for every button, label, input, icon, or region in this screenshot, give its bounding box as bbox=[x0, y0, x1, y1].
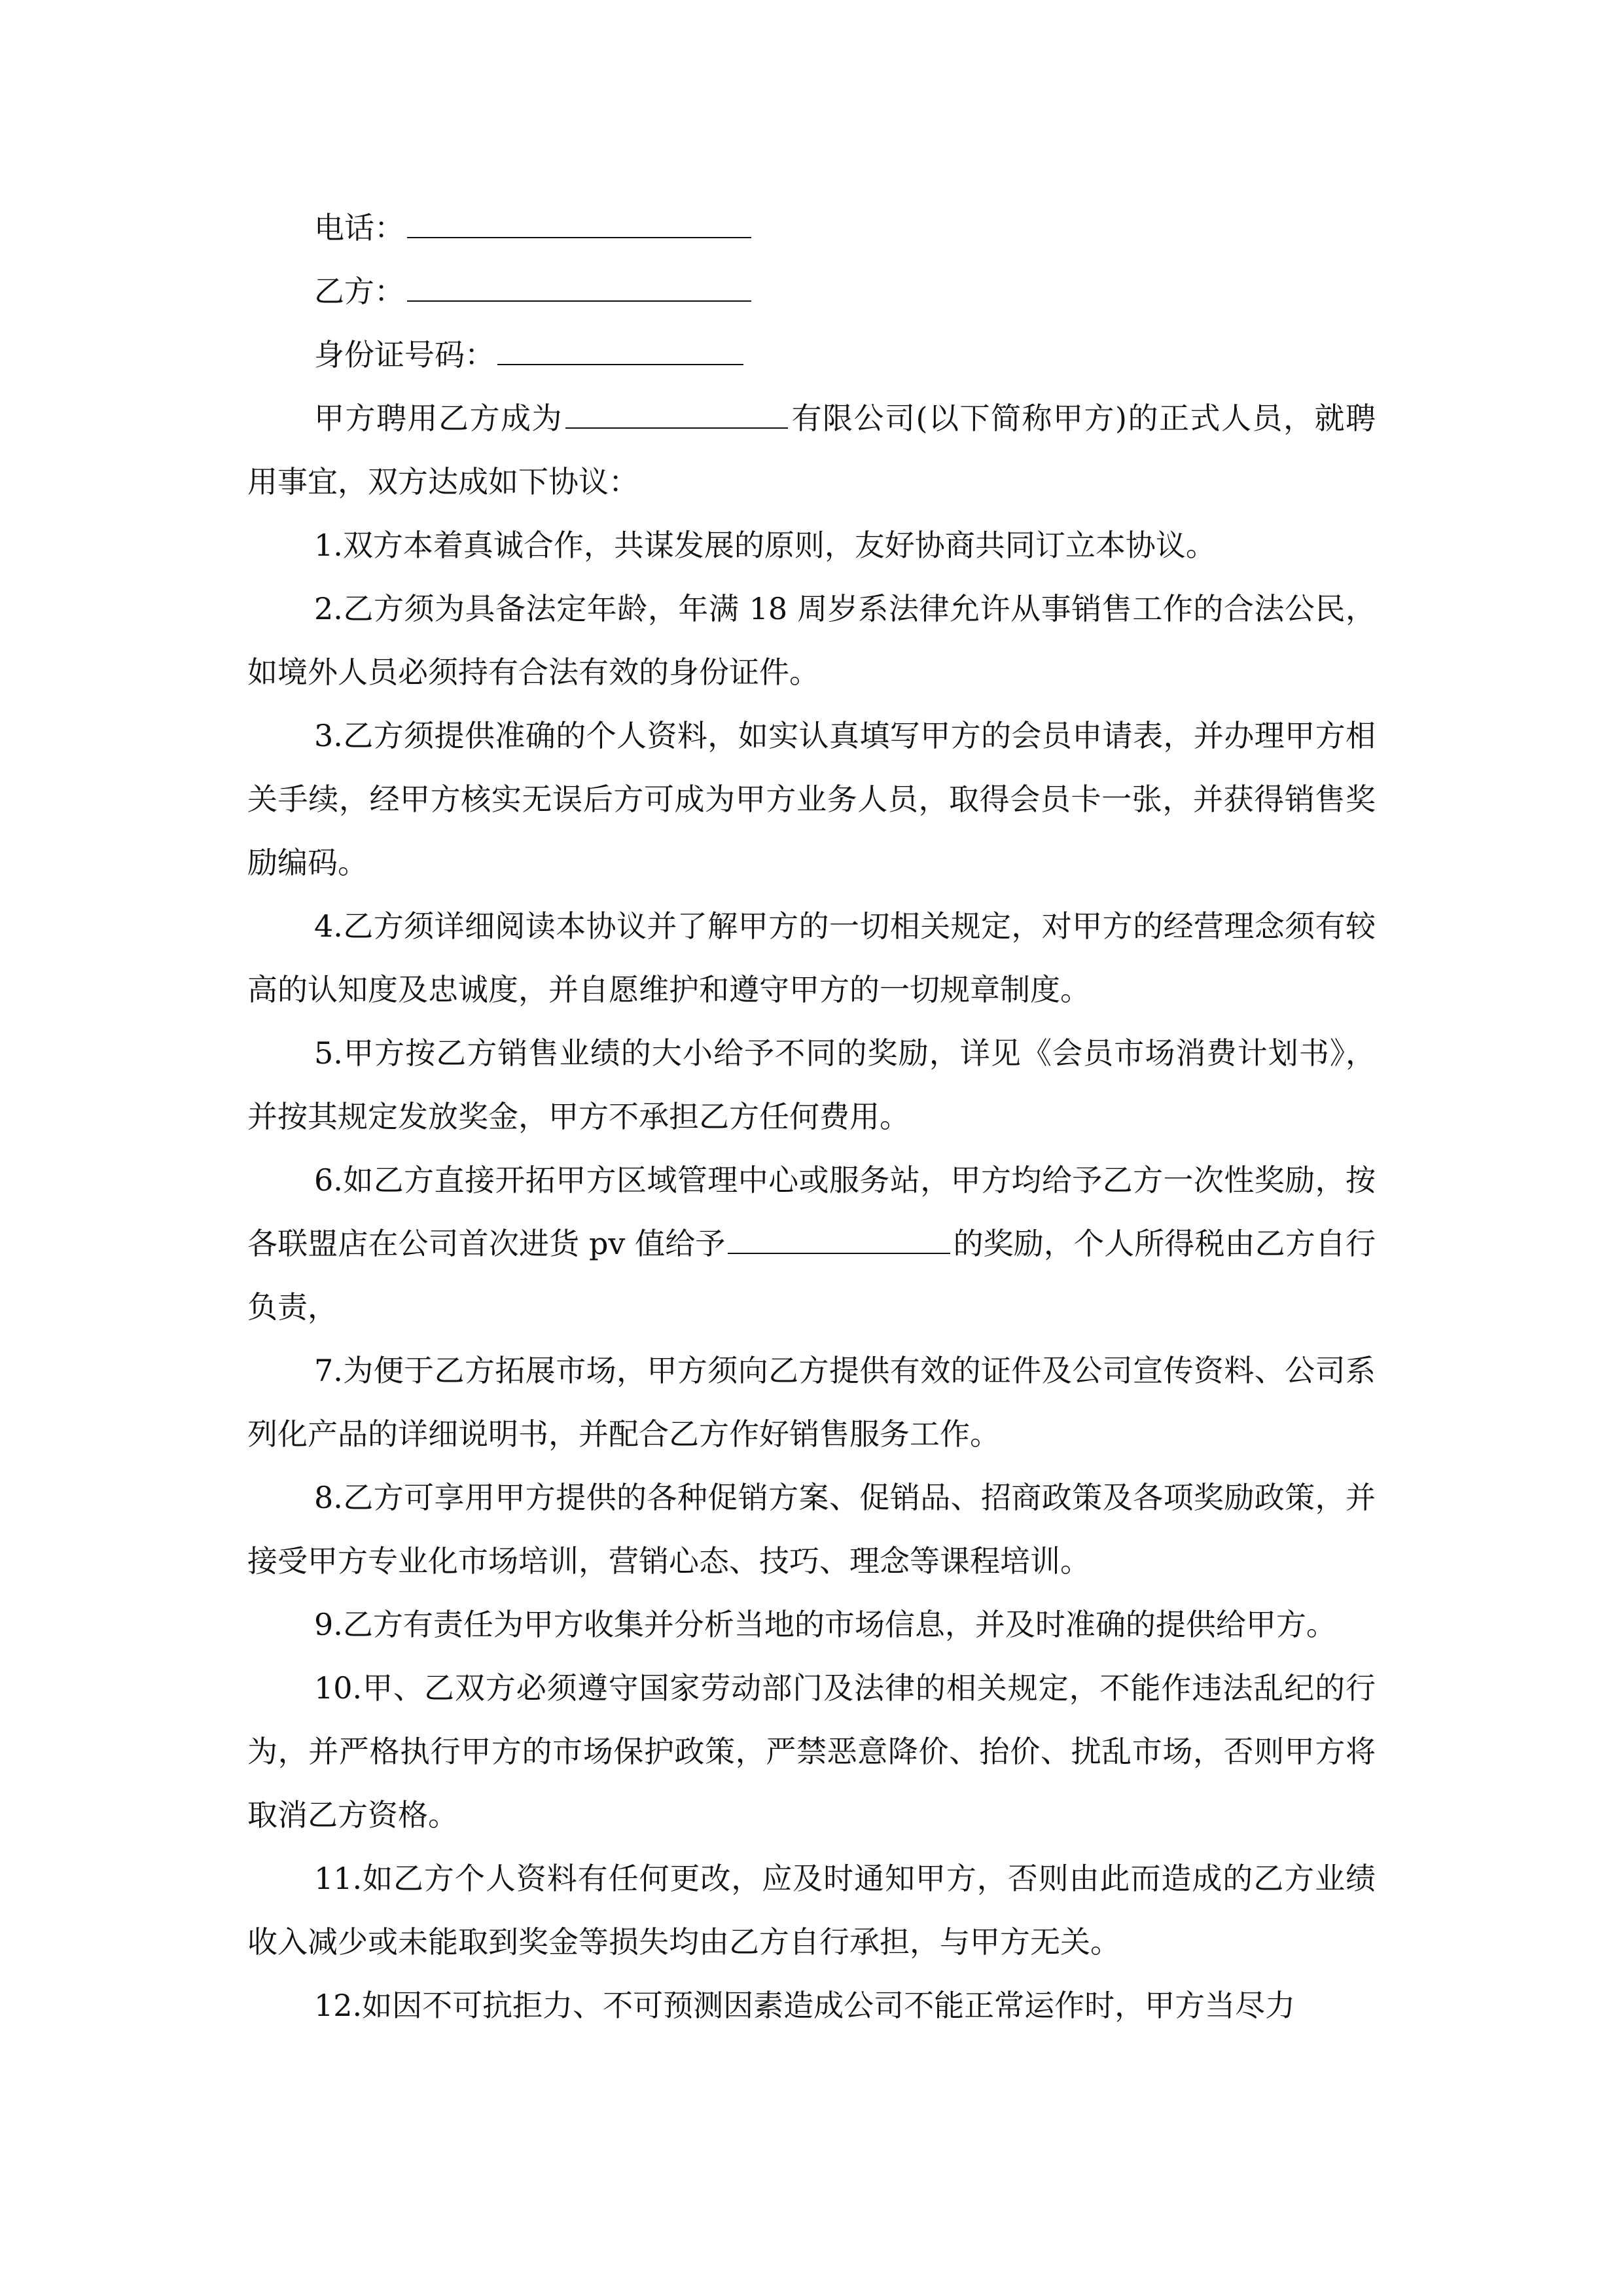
clause-10: 10.甲、乙双方必须遵守国家劳动部门及法律的相关规定，不能作违法乱纪的行为，并严格执行甲方的市场保护政策，严禁恶意降价、抬价、扰乱市场，否则甲方将取消乙方资格。 bbox=[247, 1670, 1376, 1833]
phone-field bbox=[247, 196, 1376, 260]
id-number-field bbox=[247, 323, 1376, 387]
clause-6-text-1: 6.如乙方直接开拓甲方区域管理中心或服务站，甲方均给予乙方一次性奖励，按各联盟店在公司首次进货 pv 值给予 bbox=[247, 1162, 1376, 1261]
clause-8: 8.乙方可享用甲方提供的各种促销方案、促销品、招商政策及各项奖励政策，并接受甲方专业化市场培训，营销心态、技巧、理念等课程培训。 bbox=[247, 1480, 1376, 1579]
clause-9: 9.乙方有责任为甲方收集并分析当地的市场信息，并及时准确的提供给甲方。 bbox=[314, 1607, 1336, 1642]
intro-text-2: 有限公司(以下简称甲方)的正式人员，就聘用事宜，双方达成如下协议： bbox=[247, 401, 1376, 499]
clause-11: 11.如乙方个人资料有任何更改，应及时通知甲方，否则由此而造成的乙方业绩收入减少或未能取到奖金等损失均由乙方自行承担，与甲方无关。 bbox=[247, 1861, 1376, 1960]
company-name-blank[interactable] bbox=[565, 397, 788, 429]
clause-3: 3.乙方须提供准确的个人资料，如实认真填写甲方的会员申请表，并办理甲方相关手续，经甲方核实无误后方可成为甲方业务人员，取得会员卡一张，并获得销售奖励编码。 bbox=[247, 718, 1376, 880]
intro-text-1: 甲方聘用乙方成为 bbox=[314, 401, 563, 436]
clause-7: 7.为便于乙方拓展市场，甲方须向乙方提供有效的证件及公司宣传资料、公司系列化产品的详细说明书，并配合乙方作好销售服务工作。 bbox=[247, 1353, 1376, 1452]
clause-6 bbox=[247, 1149, 1376, 1339]
party-b-field bbox=[247, 260, 1376, 323]
clause-4: 4.乙方须详细阅读本协议并了解甲方的一切相关规定，对甲方的经营理念须有较高的认知度及忠诚度，并自愿维护和遵守甲方的一切规章制度。 bbox=[247, 908, 1376, 1007]
phone-blank[interactable] bbox=[407, 207, 751, 238]
clause-2: 2.乙方须为具备法定年龄，年满 18 周岁系法律允许从事销售工作的合法公民，如境外人员必须持有合法有效的身份证件。 bbox=[247, 591, 1376, 690]
clause-5: 5.甲方按乙方销售业绩的大小给予不同的奖励，详见《会员市场消费计划书》，并按其规定发放奖金，甲方不承担乙方任何费用。 bbox=[247, 1035, 1376, 1134]
intro-paragraph bbox=[247, 387, 1376, 514]
clause-1: 1.双方本着真诚合作，共谋发展的原则，友好协商共同订立本协议。 bbox=[314, 528, 1216, 563]
clause-12: 12.如因不可抗拒力、不可预测因素造成公司不能正常运作时，甲方当尽力 bbox=[314, 1988, 1296, 2023]
phone-label: 电话： bbox=[314, 210, 404, 245]
agreement-body bbox=[247, 196, 1376, 2037]
clause-6-text-2: 的奖励，个人所得税由乙方自行负责， bbox=[247, 1226, 1376, 1325]
id-number-blank[interactable] bbox=[497, 334, 743, 365]
reward-amount-blank[interactable] bbox=[728, 1223, 950, 1254]
id-number-label: 身份证号码： bbox=[314, 337, 495, 372]
party-b-blank[interactable] bbox=[407, 270, 751, 302]
party-b-label: 乙方： bbox=[314, 274, 404, 309]
